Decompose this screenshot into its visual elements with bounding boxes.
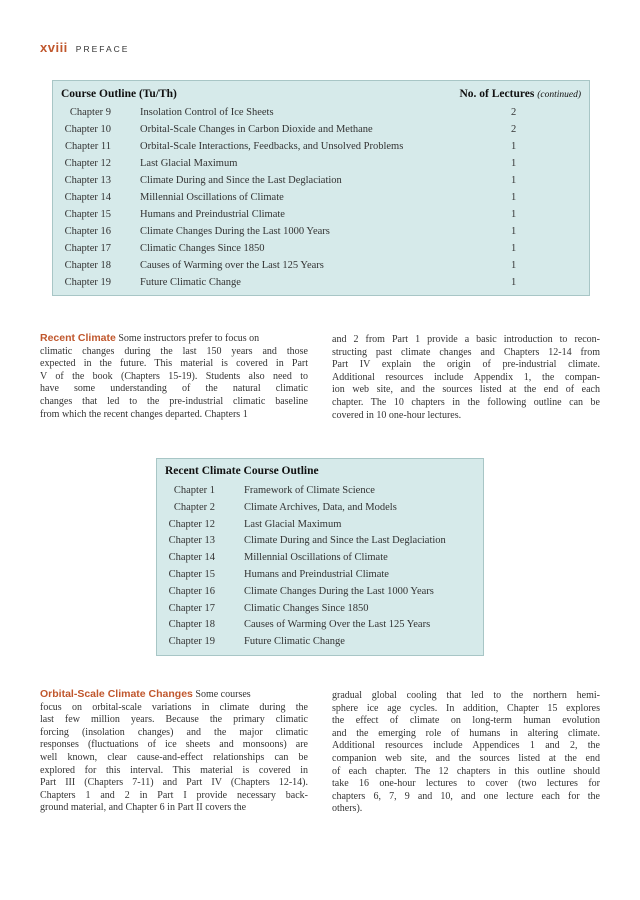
table-row <box>157 519 483 536</box>
continued-note: (continued) <box>537 90 581 100</box>
chapter-topic: Climatic Changes Since 1850 <box>140 243 265 254</box>
chapter-topic: Millennial Oscillations of Climate <box>140 192 284 203</box>
recent-climate-right-column <box>332 334 600 422</box>
chapter-label: Chapter 13 <box>64 175 111 186</box>
text-line: structing past climate changes and Chapters 12-14 from <box>332 346 600 358</box>
chapter-label: Chapter 9 <box>69 107 111 118</box>
chapter-topic: Causes of Warming over the Last 125 Years <box>140 260 324 271</box>
text-line: Chapters 1 and 2 in Part I provide necessary back- <box>40 789 308 801</box>
lecture-count: 1 <box>511 260 517 271</box>
course-outline-table <box>52 80 590 296</box>
text-line: take 16 one-hour lectures to cover (two lectures for <box>332 778 600 790</box>
lecture-count: 2 <box>511 124 517 135</box>
table-title: Recent Climate Course Outline <box>165 465 319 477</box>
chapter-topic: Future Climatic Change <box>140 277 241 288</box>
recent-climate-heading: Recent Climate <box>40 332 116 344</box>
text-line: companion web site, and the sources listed at the end <box>332 752 600 764</box>
table-row <box>53 192 589 209</box>
chapter-topic: Climate Changes During the Last 1000 Years <box>244 585 434 597</box>
table-row <box>53 158 589 175</box>
text-line: Part III (Chapters 7-11) and Part IV (Chapters 12-14). <box>40 777 308 789</box>
table-row <box>53 226 589 243</box>
text-line: Additional resources include Appendix 1, the compan- <box>332 371 600 383</box>
text-line: have some understanding of the natural climatic <box>40 383 308 395</box>
chapter-topic: Humans and Preindustrial Climate <box>244 569 389 580</box>
chapter-topic: Orbital-Scale Changes in Carbon Dioxide and Methane <box>140 124 373 135</box>
text-line: focus on orbital-scale variations in climate during the <box>40 701 308 713</box>
orbital-scale-right-column <box>332 690 600 816</box>
section-title: PREFACE <box>75 44 130 54</box>
orbital-scale-left-column: Orbital-Scale Climate Changes Some courses focus on orbital-scale variations in climate during the last few million years. Because the primary climatic forcing (insolation changes) and the major climatic responses (fluctuations of ice sheets and monsoons) are well known, clear cause-and-effect relationships can be explored for this interval. This material is covered in Part III (Chapters 7-11) and Part IV (Chapters 12-14). Chapters 1 and 2 in Part I provide necessary back- ground material, and Chapter 6 in Part II covers the <box>40 688 308 814</box>
text-line: gradual global cooling that led to the northern hemi- <box>332 690 600 701</box>
text-line: ion web site, and the sources listed at the end of each <box>332 384 600 396</box>
chapter-topic: Orbital-Scale Interactions, Feedbacks, and Unsolved Problems <box>140 141 404 152</box>
text-line: chapters 6, 7, 9 and 10, and one lecture each for the <box>332 790 600 802</box>
chapter-label: Chapter 15 <box>168 569 215 580</box>
chapter-topic: Climate Changes During the Last 1000 Years <box>140 226 330 237</box>
chapter-topic: Future Climatic Change <box>244 636 345 648</box>
table-row <box>157 586 483 603</box>
orbital-scale-heading: Orbital-Scale Climate Changes <box>40 688 193 700</box>
lecture-count: 1 <box>511 175 517 186</box>
text-line: last few million years. Because the primary climatic <box>40 714 308 726</box>
chapter-label: Chapter 19 <box>168 636 215 648</box>
lectures-column-header: No. of Lectures (continued) <box>459 88 581 100</box>
table-row <box>157 535 483 552</box>
chapter-label: Chapter 1 <box>173 485 215 496</box>
table-row <box>53 141 589 158</box>
chapter-topic: Climate During and Since the Last Deglaciation <box>140 175 342 186</box>
page-header <box>40 40 129 55</box>
table-row <box>53 124 589 141</box>
text-line: explored for this interval. This material is covered in <box>40 764 308 776</box>
lecture-count: 1 <box>511 158 517 169</box>
lecture-count: 1 <box>511 277 517 288</box>
table-row <box>53 243 589 260</box>
chapter-topic: Insolation Control of Ice Sheets <box>140 107 274 118</box>
table-row <box>157 569 483 586</box>
chapter-label: Chapter 17 <box>168 602 215 614</box>
text-line: others). <box>332 803 363 815</box>
chapter-label: Chapter 12 <box>168 518 215 530</box>
table-row <box>53 277 589 294</box>
text-line: chapter. The 10 chapters in the following outline can be <box>332 396 600 408</box>
text-line: V of the book (Chapters 15-19). Students also need to <box>40 370 308 382</box>
chapter-label: Chapter 16 <box>64 226 111 237</box>
text-line: ground material, and Chapter 6 in Part II covers the <box>40 802 247 814</box>
chapter-label: Chapter 18 <box>64 260 111 271</box>
table-row <box>157 636 483 653</box>
text-line: Part IV explain the origin of pre-industrial climate. <box>332 359 600 371</box>
table-row <box>53 260 589 277</box>
chapter-label: Chapter 17 <box>64 243 111 254</box>
text-line: changes that led to the pre-industrial climatic baseline <box>40 395 308 407</box>
chapter-topic: Last Glacial Maximum <box>140 158 238 169</box>
table-row <box>53 209 589 226</box>
chapter-label: Chapter 14 <box>64 192 111 203</box>
chapter-label: Chapter 19 <box>64 277 111 288</box>
chapter-topic: Causes of Warming Over the Last 125 Years <box>244 619 431 631</box>
chapter-label: Chapter 14 <box>168 552 215 564</box>
chapter-label: Chapter 10 <box>64 124 111 135</box>
lecture-count: 1 <box>511 209 517 220</box>
text-line: the effect of climate on long-term human evolution <box>332 715 600 727</box>
text-line: sphere ice age cycles. In addition, Chapter 15 explores <box>332 702 600 714</box>
chapter-label: Chapter 2 <box>173 501 215 513</box>
chapter-label: Chapter 15 <box>64 209 111 220</box>
page-number: xviii <box>40 40 68 55</box>
table-row <box>53 107 589 124</box>
recent-climate-left-column: Recent Climate Some instructors prefer to focus on climatic changes during the last 150 years and those expected in the future. This material is covered in Part V of the book (Chapters 15-19). Students also need to have some understanding of the natural climatic changes that led to the pre-industrial climatic baseline from which the recent changes departed. Chapters 1 <box>40 332 308 420</box>
recent-climate-outline-table <box>156 458 484 656</box>
chapter-label: Chapter 12 <box>64 158 111 169</box>
text-line: forcing (insolation changes) and the major climatic <box>40 726 308 738</box>
lecture-count: 1 <box>511 243 517 254</box>
chapter-topic: Last Glacial Maximum <box>244 518 342 530</box>
text-line: and 2 from Part 1 provide a basic introduction to recon- <box>332 334 600 345</box>
table-row <box>157 485 483 502</box>
chapter-label: Chapter 11 <box>65 141 111 152</box>
chapter-topic: Climate Archives, Data, and Models <box>244 501 397 513</box>
lecture-count: 2 <box>511 107 517 118</box>
chapter-label: Chapter 13 <box>168 535 215 547</box>
text-line: climatic changes during the last 150 years and those <box>40 345 308 357</box>
table-row <box>157 603 483 620</box>
chapter-topic: Millennial Oscillations of Climate <box>244 552 388 564</box>
chapter-topic: Humans and Preindustrial Climate <box>140 209 285 220</box>
table-row <box>157 619 483 636</box>
text-line: expected in the future. This material is covered in Part <box>40 358 308 370</box>
table-title: Course Outline (Tu/Th) <box>61 88 177 100</box>
text-line: of each chapter. The 12 chapters in this outline should <box>332 765 600 777</box>
text-line: Additional resources include Appendices 1 and 2, the <box>332 740 600 752</box>
text-line: responses (fluctuations of ice sheets and monsoons) are <box>40 739 308 751</box>
lecture-count: 1 <box>511 192 517 203</box>
lecture-count: 1 <box>511 141 517 152</box>
text-line: from which the recent changes departed. Chapters 1 <box>40 408 248 420</box>
chapter-label: Chapter 16 <box>168 585 215 597</box>
table-row <box>157 502 483 519</box>
table-row <box>53 175 589 192</box>
lecture-count: 1 <box>511 226 517 237</box>
text-line: and the emerging role of humans in altering climate. <box>332 727 600 739</box>
chapter-topic: Climatic Changes Since 1850 <box>244 602 369 614</box>
text-line: well known, clear cause-and-effect relationships can be <box>40 751 308 763</box>
table-row <box>157 552 483 569</box>
chapter-topic: Framework of Climate Science <box>244 485 375 496</box>
chapter-topic: Climate During and Since the Last Deglaciation <box>244 535 446 547</box>
chapter-label: Chapter 18 <box>168 619 215 631</box>
text-line: covered in 10 one-hour lectures. <box>332 409 462 421</box>
